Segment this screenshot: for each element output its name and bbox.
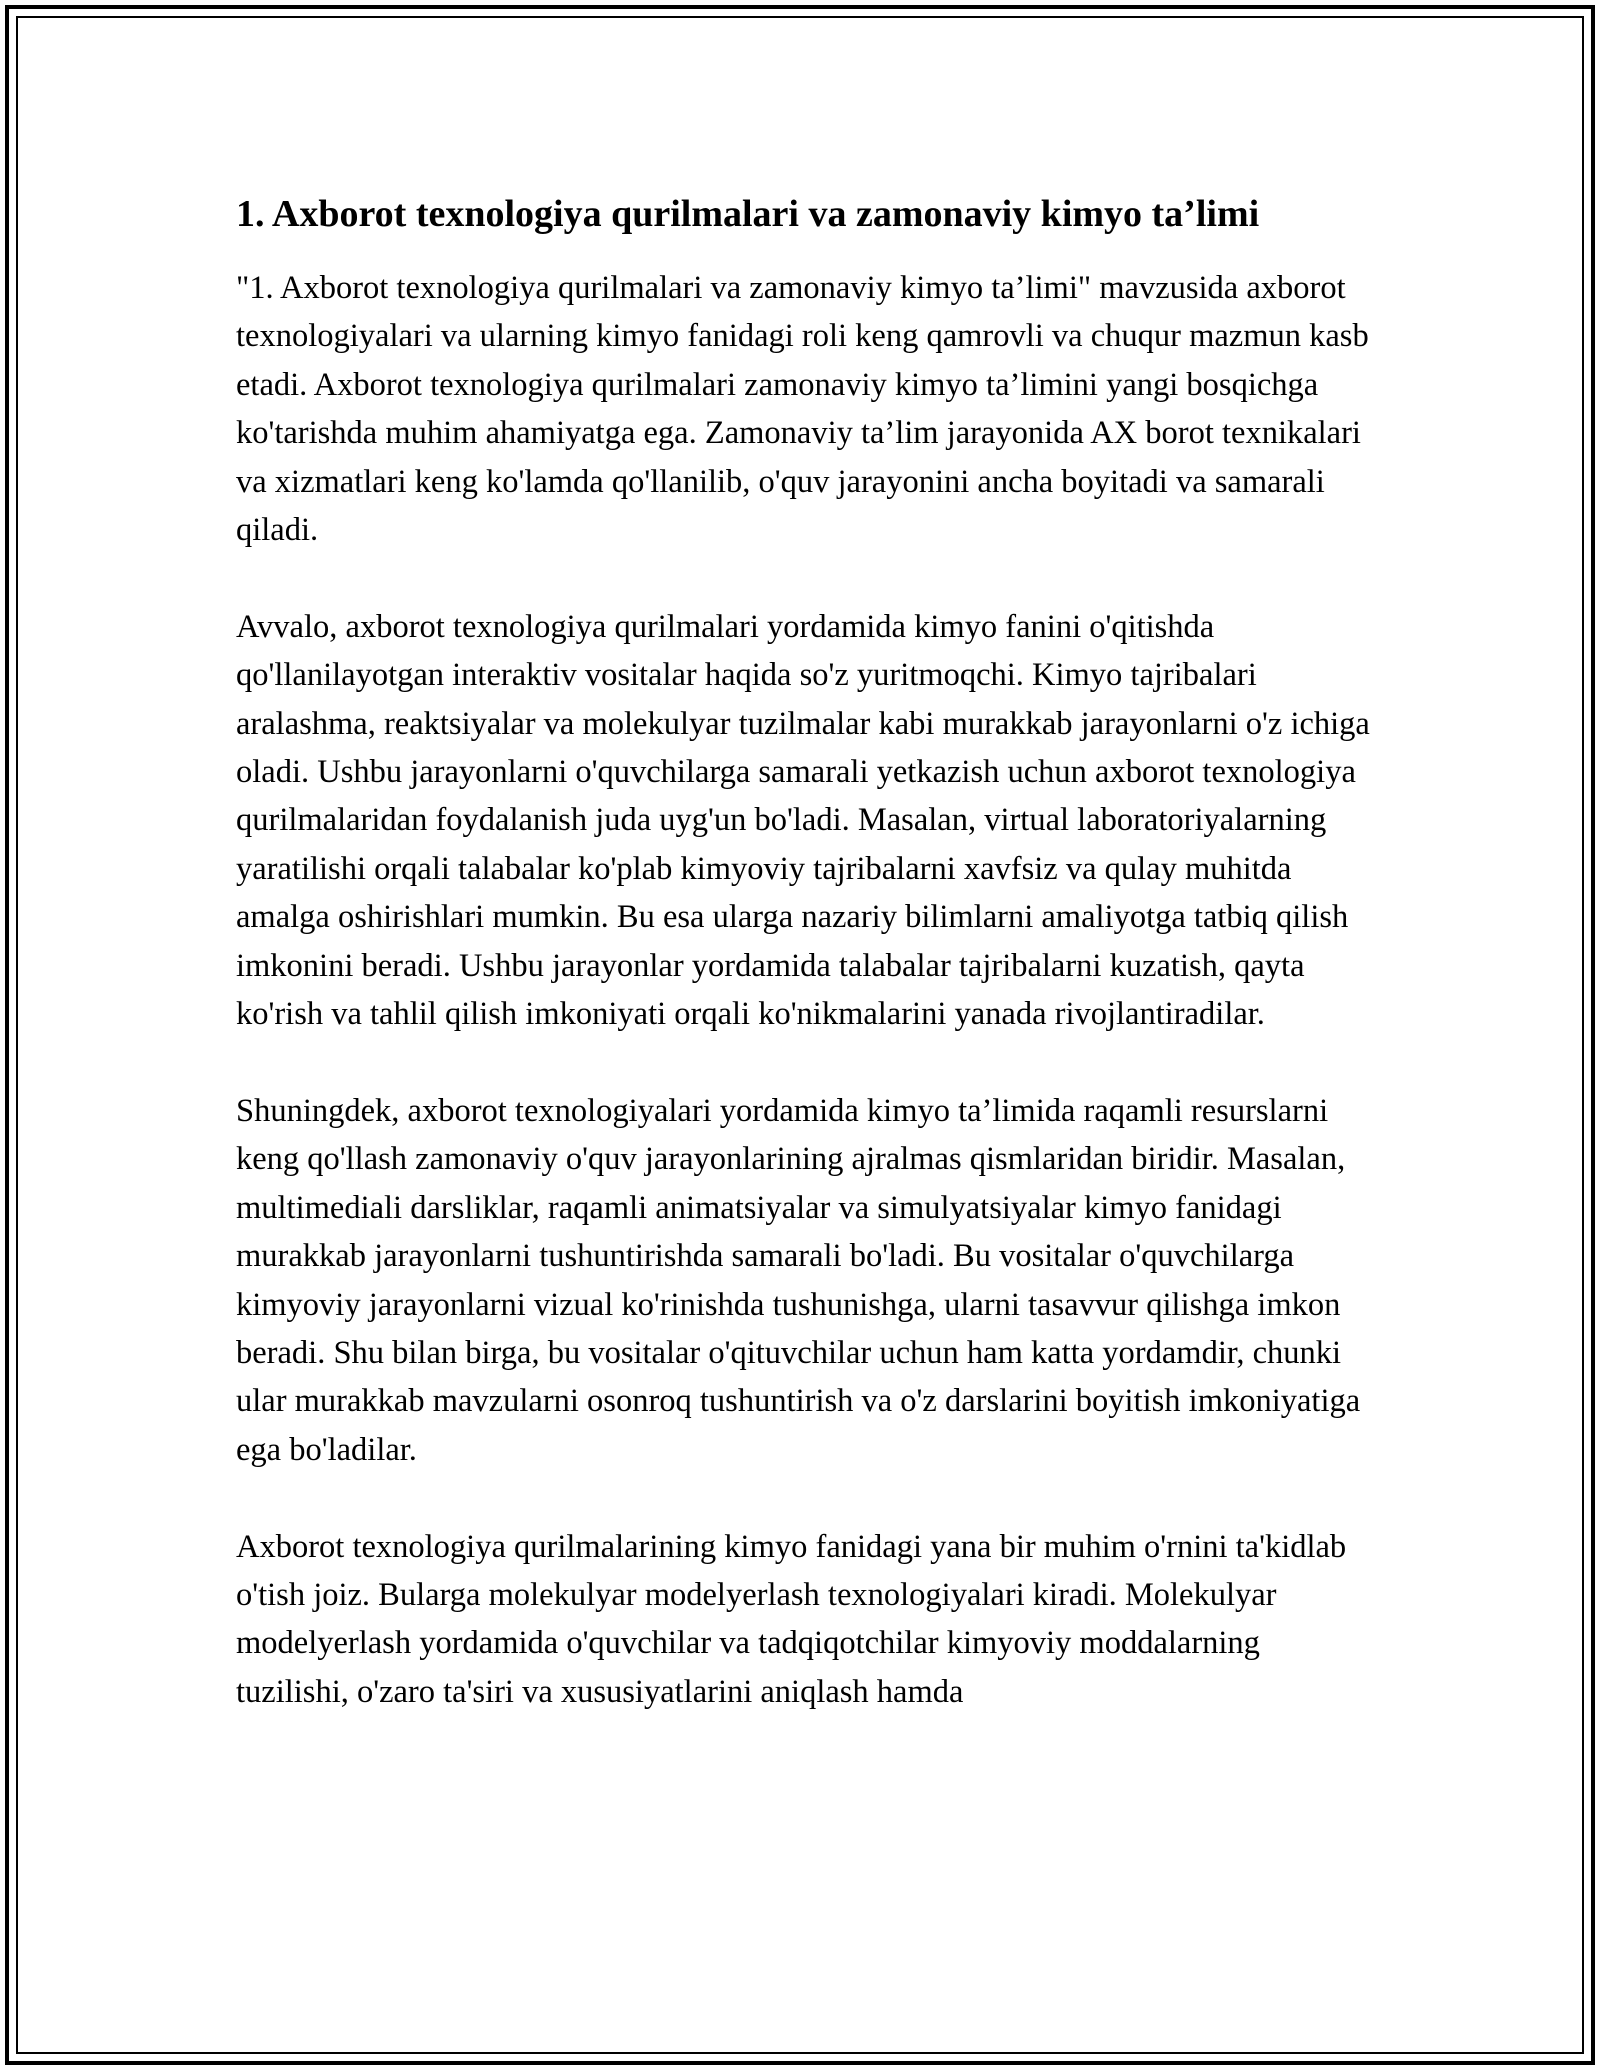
paragraph-4: Axborot texnologiya qurilmalarining kimyo fanidagi yana bir muhim o'rnini ta'kidlab o'tish joiz. Bularga molekulyar modelyerlash texnologiyalari kiradi. Molekulyar modelyerlash yordamida o'quvchilar va tadqiqotchilar kimyoviy moddalarning tuzilishi, o'zaro ta'siri va xususiyatlarini aniqlash hamda	[236, 1528, 1347, 1710]
paragraph-2: Avvalo, axborot texnologiya qurilmalari yordamida kimyo fanini o'qitishda qo'llanilayotgan interaktiv vositalar haqida so'z yuritmoqchi. Kimyo tajribalari aralashma, reaktsiyalar va molekulyar tuzilmalar kabi murakkab jarayonlarni o'z ichiga oladi. Ushbu jarayonlarni o'quvchilarga samarali yetkazish uchun axborot texnologiya qurilmalaridan foydalanish juda uyg'un bo'ladi. Masalan, virtual laboratoriyalarning yaratilishi orqali talabalar ko'plab kimyoviy tajribalarni xavfsiz va qulay muhitda amalga oshirishlari mumkin. Bu esa ularga nazariy bilimlarni amaliyotga tatbiq qilish imkonini beradi. Ushbu jarayonlar yordamida talabalar tajribalarni kuzatish, qayta ko'rish va tahlil qilish imkoniyati orqali ko'nikmalarini yanada rivojlantiradilar.	[236, 608, 1370, 1033]
paragraph-3: Shuningdek, axborot texnologiyalari yordamida kimyo ta’limida raqamli resurslarni keng qo'llash zamonaviy o'quv jarayonlarining ajralmas qismlaridan biridir. Masalan, multimediali darsliklar, raqamli animatsiyalar va simulyatsiyalar kimyo fanidagi murakkab jarayonlarni tushuntirishda samarali bo'ladi. Bu vositalar o'quvchilarga kimyoviy jarayonlarni vizual ko'rinishda tushunishga, ularni tasavvur qilishga imkon beradi. Shu bilan birga, bu vositalar o'qituvchilar uchun ham katta yordamdir, chunki ular murakkab mavzularni osonroq tushuntirish va o'z darslarini boyitish imkoniyatiga ega bo'ladilar.	[236, 1092, 1361, 1468]
section-heading: 1. Axborot texnologiya qurilmalari va zamonaviy kimyo ta’limi	[236, 193, 1260, 235]
paragraph-1: "1. Axborot texnologiya qurilmalari va zamonaviy kimyo ta’limi" mavzusida axborot texnologiyalari va ularning kimyo fanidagi roli keng qamrovli va chuqur mazmun kasb etadi. Axborot texnologiya qurilmalari zamonaviy kimyo ta’limini yangi bosqichga ko'tarishda muhim ahamiyatga ega. Zamonaviy ta’lim jarayonida AX borot texnikalari va xizmatlari keng ko'lamda qo'llanilib, o'quv jarayonini ancha boyitadi va samarali qiladi.	[236, 270, 1369, 549]
page-content	[236, 186, 1376, 1716]
